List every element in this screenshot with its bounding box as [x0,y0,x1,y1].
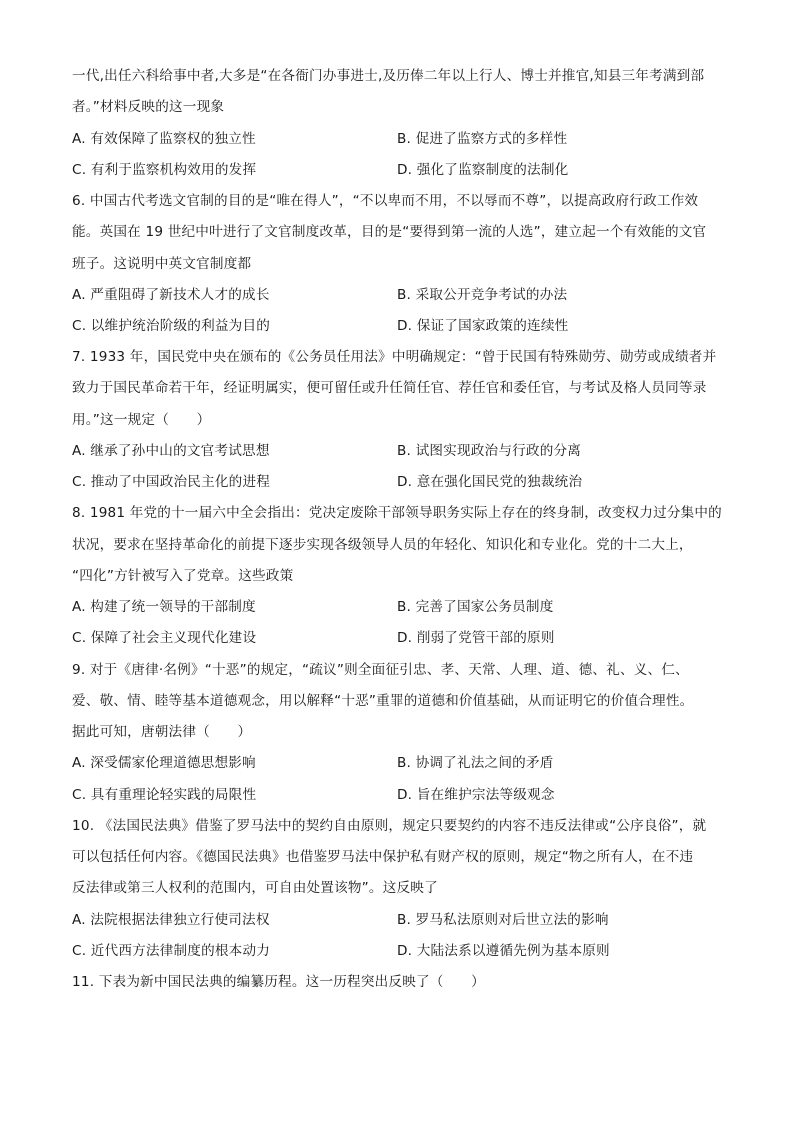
q5-option-c: C. 有利于监察机构效用的发挥 [72,162,257,178]
q5-option-b: B. 促进了监察方式的多样性 [397,131,568,147]
q10-stem-line-2: 可以包括任何内容。《德国民法典》也借鉴罗马法中保护私有财产权的原则，规定“物之所有人，在不违 [72,849,694,865]
q10-option-a: A. 法院根据法律独立行使司法权 [72,912,270,928]
q8-option-a: A. 构建了统一领导的干部制度 [72,599,256,615]
q8-stem-line-3: “四化”方针被写入了党章。这些政策 [72,568,294,584]
q11-stem-line-1: 11. 下表为新中国民法典的编纂历程。这一历程突出反映了（ ） [72,974,485,990]
q7-option-b: B. 试图实现政治与行政的分离 [397,443,582,459]
q9-option-a: A. 深受儒家伦理道德思想影响 [72,755,256,771]
q10-option-c: C. 近代西方法律制度的根本动力 [72,943,271,959]
q9-stem-line-1: 9. 对于《唐律·名例》“十恶”的规定，“疏议”则全面征引忠、孝、天常、人理、道、德、礼、义、仁、 [72,662,689,678]
q10-option-b: B. 罗马私法原则对后世立法的影响 [397,912,609,928]
q10-stem-line-1: 10. 《法国民法典》借鉴了罗马法中的契约自由原则，规定只要契约的内容不违反法律或“公序良俗”，就 [72,818,707,834]
q7-stem-line-1: 7. 1933 年，国民党中央在颁布的《公务员任用法》中明确规定：“曾于民国有特殊勋劳、勋劳或成绩者并 [72,349,717,365]
q7-option-d: D. 意在强化国民党的独裁统治 [397,474,583,490]
q5-stem-line-2: 者。”材料反映的这一现象 [72,99,225,115]
q9-option-d: D. 旨在维护宗法等级观念 [397,787,555,803]
q7-stem-line-3: 用。”这一规定（ ） [72,412,211,428]
q8-option-d: D. 削弱了党管干部的原则 [397,630,555,646]
q7-option-c: C. 推动了中国政治民主化的进程 [72,474,271,490]
q5-stem-line-1: 一代,出任六科给事中者,大多是“在各衙门办事进士,及历俸二年以上行人、博士并推官,知县三年考满到部 [72,68,705,84]
q8-option-b: B. 完善了国家公务员制度 [397,599,554,615]
q9-stem-line-2: 爱、敬、情、睦等基本道德观念，用以解释“十恶”重罪的道德和价值基础，从而证明它的价值合理性。 [72,693,694,709]
q9-option-c: C. 具有重理论轻实践的局限性 [72,787,257,803]
q10-option-d: D. 大陆法系以遵循先例为基本原则 [397,943,610,959]
q7-stem-line-2: 致力于国民革命若干年，经证明属实，便可留任或升任简任官、荐任官和委任官，与考试及格人员同等录 [72,380,707,396]
q9-option-b: B. 协调了礼法之间的矛盾 [397,755,554,771]
q6-stem-line-1: 6. 中国古代考选文官制的目的是“唯在得人”，“不以卑而不用，不以辱而不尊”，以提高政府行政工作效 [72,193,699,209]
q6-option-a: A. 严重阻碍了新技术人才的成长 [72,287,270,303]
q5-option-a: A. 有效保障了监察权的独立性 [72,131,256,147]
q8-option-c: C. 保障了社会主义现代化建设 [72,630,257,646]
q10-stem-line-3: 反法律或第三人权利的范围内，可自由处置该物”。这反映了 [72,880,438,896]
q6-stem-line-2: 能。英国在 19 世纪中叶进行了文官制度改革，目的是“要得到第一流的人选”，建立起一个有效能的文官 [72,224,707,240]
q8-stem-line-1: 8. 1981 年党的十一届六中全会指出：党决定废除干部领导职务实际上存在的终身制，改变权力过分集中的 [72,505,722,521]
q6-option-c: C. 以维护统治阶级的利益为目的 [72,318,271,334]
q6-stem-line-3: 班子。这说明中英文官制度都 [72,256,252,272]
q6-option-b: B. 采取公开竞争考试的办法 [397,287,568,303]
q7-option-a: A. 继承了孙中山的文官考试思想 [72,443,270,459]
q5-option-d: D. 强化了监察制度的法制化 [397,162,569,178]
q6-option-d: D. 保证了国家政策的连续性 [397,318,569,334]
q9-stem-line-3: 据此可知，唐朝法律（ ） [72,724,252,740]
q8-stem-line-2: 状况，要求在坚持革命化的前提下逐步实现各级领导人员的年轻化、知识化和专业化。党的十二大上， [72,537,693,553]
